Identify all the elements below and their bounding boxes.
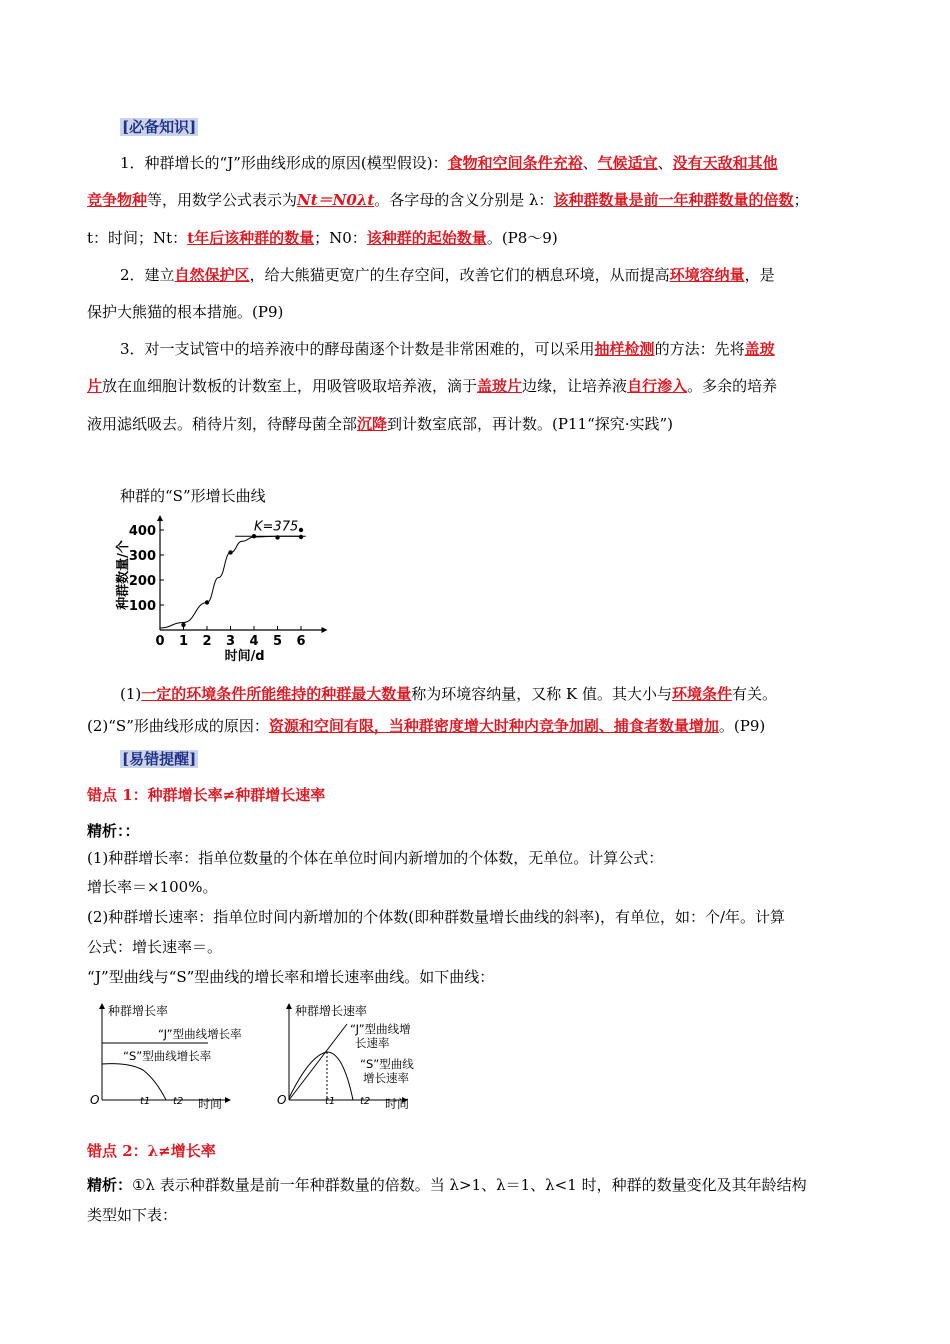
y-axis-arrow	[99, 1003, 105, 1009]
err1-text: (2)种群增长速率：指单位时间内新增加的个体数(即种群数量增长曲线的斜率)，有单位，如：个/年。计算	[87, 908, 786, 926]
answer-reserve: 自然保护区	[174, 266, 250, 284]
j-curve-label-2: 长速率	[355, 1036, 390, 1050]
answer-k-definition: 一定的环境条件所能维持的种群最大数量	[141, 685, 412, 703]
section-tag-common-errors	[120, 748, 900, 770]
p1-text: ；N0：	[314, 229, 367, 247]
p1-text: 等，用数学公式表示为	[147, 191, 298, 209]
answer-lambda: 该种群数量是前一年种群数量的倍数	[553, 191, 794, 209]
x-axis-label: 时间	[385, 1097, 410, 1111]
p1-text: ；	[793, 191, 809, 209]
p2-text: ，给大熊猫更宽广的生存空间，改善它们的栖息环境，从而提高	[249, 266, 670, 284]
error-point-2-heading: 错点 2：λ≠增长率	[87, 1142, 216, 1160]
j-curve-label-1: “J”型曲线增	[350, 1022, 411, 1036]
p3-text: 边缘，让培养液	[522, 377, 628, 395]
err1-text: 增长率＝×100%。	[87, 878, 218, 896]
s-curve-chart	[110, 512, 340, 662]
data-point	[181, 623, 185, 627]
analysis-label: 精析：：	[87, 822, 140, 840]
answer-no-enemy: 没有天敌和其他	[672, 154, 778, 172]
data-point	[275, 535, 279, 539]
err2-text: ①λ 表示种群数量是前一年种群数量的倍数。当 λ>1、λ＝1、λ<1 时，种群的数量变化及其年龄结构	[132, 1176, 807, 1194]
error-point-1-heading: 错点 1：种群增长率≠种群增长速率	[87, 786, 326, 804]
answer-formula: Nt＝N0λt	[297, 191, 375, 209]
y-axis-arrow	[157, 515, 163, 521]
s-curve-label-1: “S”型曲线	[360, 1057, 414, 1071]
j-growth-speed-line	[289, 1024, 347, 1100]
error-point-2-title	[87, 1140, 867, 1162]
p1-line3	[87, 227, 867, 249]
y-tick-label: 100	[128, 599, 156, 614]
x-tick-label: 4	[249, 634, 259, 649]
y-axis-label: 种群数量/个	[116, 540, 131, 610]
err1-text: (1)种群增长率：指单位数量的个体在单位时间内新增加的个体数，无单位。计算公式：	[87, 849, 664, 867]
y-axis-label: 种群增长率	[108, 1004, 169, 1018]
error-point-1-analysis	[87, 820, 867, 842]
p2-text: 2．建立	[120, 266, 175, 284]
answer-environment: 环境条件	[672, 685, 733, 703]
k-value-label: K=375	[254, 519, 299, 535]
x-axis-arrow	[225, 1097, 231, 1103]
answer-sampling: 抽样检测	[594, 340, 655, 358]
growth-rate-chart-svg	[88, 1000, 268, 1115]
p2-text: ，是	[744, 266, 775, 284]
data-point	[299, 535, 303, 539]
data-point	[252, 534, 256, 538]
p3-text: 液用滤纸吸去。稍待片刻，待酵母菌全部	[87, 415, 358, 433]
p1-text: 。各字母的含义分别是 λ：	[374, 191, 554, 209]
data-point	[205, 600, 209, 604]
origin-label: O	[277, 1093, 287, 1107]
section-tag-label: [易错提醒]	[122, 750, 197, 768]
growth-rate-chart	[88, 1000, 268, 1115]
p4-text: (2)“S”形曲线形成的原因：	[87, 717, 269, 735]
y-tick-label: 400	[128, 524, 156, 539]
p3-text: 的方法：先将	[654, 340, 745, 358]
p1-text: 1．种群增长的“J”形曲线形成的原因(模型假设)：	[120, 154, 448, 172]
p2-line2	[87, 301, 867, 323]
err1-line3	[87, 906, 867, 928]
error-point-1-title	[87, 784, 867, 806]
x-axis-label: 时间/d	[224, 649, 265, 662]
p4-text: 称为环境容纳量，又称 K 值。其大小与	[411, 685, 673, 703]
p3-line3	[87, 413, 867, 435]
p1-line1	[120, 152, 900, 174]
answer-coverslip-1: 盖玻	[744, 340, 775, 358]
answer-climate: 气候适宜	[597, 154, 658, 172]
analysis-label: 精析：	[87, 1176, 133, 1194]
x-axis-label: 时间	[198, 1097, 223, 1111]
p3-line1	[120, 338, 900, 360]
growth-speed-chart	[275, 1000, 455, 1115]
j-curve-label: “J”型曲线增长率	[158, 1027, 242, 1041]
answer-seep: 自行渗入	[627, 377, 688, 395]
p3-text: 到计数室底部，再计数。(P11“探究·实践”)	[387, 415, 674, 433]
answer-capacity: 环境容纳量	[669, 266, 745, 284]
answer-coverslip-2: 盖玻片	[477, 377, 523, 395]
s-curve-label-2: 增长速率	[363, 1071, 409, 1085]
answer-s-reason: 资源和空间有限，当种群密度增大时种内竞争加剧、捕食者数量增加	[268, 717, 719, 735]
answer-n0: 该种群的起始数量	[366, 229, 487, 247]
err2-line1	[87, 1174, 867, 1196]
y-tick-label: 300	[128, 549, 156, 564]
x-axis-arrow	[322, 627, 328, 633]
err1-line2	[87, 876, 867, 898]
x-tick-label: 3	[225, 634, 236, 649]
err1-line5	[87, 966, 867, 988]
p1-text: t：时间；Nt：	[87, 229, 188, 247]
answer-competitor: 竞争物种	[87, 191, 148, 209]
err1-line4	[87, 936, 867, 958]
p3-text: 放在血细胞计数板的计数室上，用吸管吸取培养液，滴于	[102, 377, 478, 395]
data-point	[228, 550, 232, 554]
p2-line1	[120, 264, 900, 286]
p3-text: 3．对一支试管中的培养液中的酵母菌逐个计数是非常困难的，可以采用	[120, 340, 595, 358]
data-point	[299, 528, 303, 532]
answer-sink: 沉降	[357, 415, 388, 433]
p4-text: (1)	[120, 685, 142, 703]
origin-label: O	[90, 1093, 100, 1107]
y-tick-label: 200	[128, 574, 156, 589]
chart-title-text: 种群的“S”形增长曲线	[120, 487, 266, 505]
p4-line1	[120, 683, 900, 705]
s-growth-rate-curve	[102, 1064, 166, 1100]
x-tick-label: 6	[296, 634, 306, 649]
err1-text: “J”型曲线与“S”型曲线的增长率和增长速率曲线。如下曲线：	[87, 968, 495, 986]
t1-label: t1	[140, 1096, 151, 1107]
p4-text: 有关。	[732, 685, 778, 703]
section-tag-required-knowledge	[120, 116, 900, 138]
p2-text: 保护大熊猫的根本措施。(P9)	[87, 303, 284, 321]
growth-speed-chart-svg	[275, 1000, 455, 1115]
p3-line2	[87, 375, 867, 397]
answer-coverslip-1b: 片	[87, 377, 103, 395]
x-tick-label: 1	[178, 634, 189, 649]
answer-food-space: 食物和空间条件充裕	[447, 154, 583, 172]
x-tick-label: 0	[155, 634, 165, 649]
chart-title	[120, 485, 900, 507]
s-curve-chart-svg	[110, 512, 340, 662]
err1-line1	[87, 847, 867, 869]
y-axis-label: 种群增长速率	[295, 1004, 368, 1018]
s-curve-label: “S”型曲线增长率	[123, 1049, 212, 1063]
err1-text: 公式：增长速率＝。	[87, 938, 223, 956]
p4-text: 。(P9)	[718, 717, 766, 735]
x-tick-label: 2	[202, 634, 212, 649]
t2-label: t2	[173, 1096, 184, 1107]
t1-label: t1	[325, 1096, 336, 1107]
x-tick-label: 5	[272, 634, 283, 649]
p4-line2	[87, 715, 867, 737]
p1-text: 。(P8～9)	[486, 229, 558, 247]
p3-text: 。多余的培养	[687, 377, 778, 395]
separator: 、	[657, 154, 673, 172]
answer-nt: t年后该种群的数量	[187, 229, 315, 247]
s-growth-speed-curve	[289, 1052, 353, 1100]
p1-line2	[87, 189, 867, 211]
err2-text: 类型如下表：	[87, 1206, 178, 1224]
s-growth-curve	[160, 536, 301, 628]
t2-label: t2	[360, 1096, 371, 1107]
section-tag-label: [必备知识]	[122, 118, 197, 136]
err2-line2	[87, 1204, 867, 1226]
separator: 、	[582, 154, 598, 172]
y-axis-arrow	[286, 1003, 292, 1009]
